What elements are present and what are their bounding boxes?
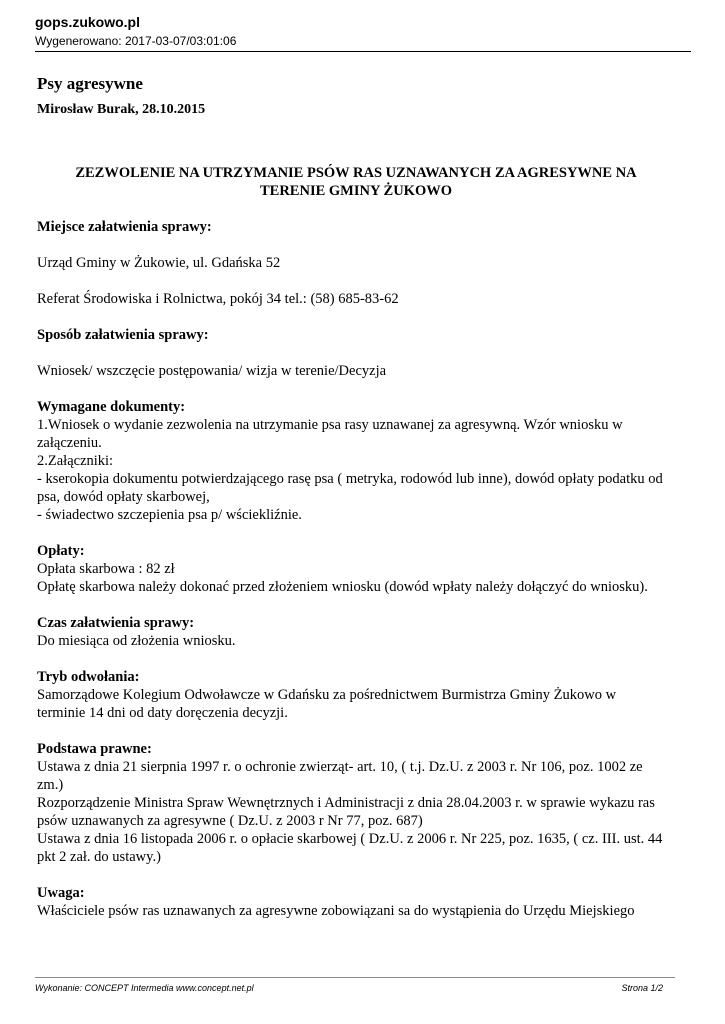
footer-credit: Wykonanie: CONCEPT Intermedia www.concept.net.pl [35, 983, 254, 993]
podstawa-item-2: Rozporządzenie Ministra Spraw Wewnętrznych i Administracji z dnia 28.04.2003 r. w sprawie wykazu ras psów uznawanych za agresywne ( Dz.U. z 2003 r Nr 77, poz. 687) [37, 795, 655, 829]
footer-divider [35, 977, 675, 978]
author-date: Mirosław Burak, 28.10.2015 [37, 102, 206, 117]
section-label-tryb: Tryb odwołania: [37, 669, 140, 685]
section-label-miejsce: Miejsce załatwienia sprawy: [37, 219, 212, 235]
dokumenty-item-2: 2.Załączniki: [37, 453, 114, 469]
site-name: gops.zukowo.pl [35, 14, 140, 30]
oplaty-note: Opłatę skarbowa należy dokonać przed złożeniem wniosku (dowód wpłaty należy dołączyć do wniosku). [37, 579, 648, 595]
dokumenty-item-4: - świadectwo szczepienia psa p/ wściekliźnie. [37, 507, 302, 523]
dokumenty-item-3: - kserokopia dokumentu potwierdzającego rasę psa ( metryka, rodowód lub inne), dowód opłaty podatku od psa, dowód opłaty skarbowej, [37, 471, 663, 505]
document-heading: ZEZWOLENIE NA UTRZYMANIE PSÓW RAS UZNAWANYCH ZA AGRESYWNE NA TERENIE GMINY ŻUKOWO [75, 165, 637, 199]
generated-timestamp: Wygenerowano: 2017-03-07/03:01:06 [35, 34, 237, 48]
sposob-text: Wniosek/ wszczęcie postępowania/ wizja w terenie/Decyzja [37, 363, 387, 379]
section-label-oplaty: Opłaty: [37, 543, 85, 559]
section-label-uwaga: Uwaga: [37, 885, 85, 901]
miejsce-address: Urząd Gminy w Żukowie, ul. Gdańska 52 [37, 255, 281, 271]
miejsce-office: Referat Środowiska i Rolnictwa, pokój 34 tel.: (58) 685-83-62 [37, 291, 399, 307]
article-body [37, 73, 667, 920]
section-label-sposob: Sposób załatwienia sprawy: [37, 327, 209, 343]
page-number: Strona 1/2 [621, 983, 663, 993]
section-label-dokumenty: Wymagane dokumenty: [37, 399, 186, 415]
section-label-podstawa: Podstawa prawne: [37, 741, 152, 757]
page-title: Psy agresywne [37, 74, 143, 93]
dokumenty-item-1: 1.Wniosek o wydanie zezwolenia na utrzymanie psa rasy uznawanej za agresywną. Wzór wniosku w załączeniu. [37, 417, 623, 451]
czas-text: Do miesiąca od złożenia wniosku. [37, 633, 236, 649]
podstawa-item-1: Ustawa z dnia 21 sierpnia 1997 r. o ochronie zwierząt- art. 10, ( t.j. Dz.U. z 2003 r. Nr 106, poz. 1002 ze zm.) [37, 759, 643, 793]
section-label-czas: Czas załatwienia sprawy: [37, 615, 195, 631]
tryb-text: Samorządowe Kolegium Odwoławcze w Gdańsku za pośrednictwem Burmistrza Gminy Żukowo w terminie 14 dni od daty doręczenia decyzji. [37, 687, 617, 721]
header-divider [35, 51, 691, 52]
oplaty-amount: Opłata skarbowa : 82 zł [37, 561, 175, 577]
podstawa-item-3: Ustawa z dnia 16 listopada 2006 r. o opłacie skarbowej ( Dz.U. z 2006 r. Nr 225, poz. 1635, ( cz. III. ust. 44 pkt 2 zał. do ustawy.) [37, 831, 663, 865]
uwaga-text: Właściciele psów ras uznawanych za agresywne zobowiązani sa do wystąpienia do Urzędu Miejskiego [37, 903, 635, 919]
